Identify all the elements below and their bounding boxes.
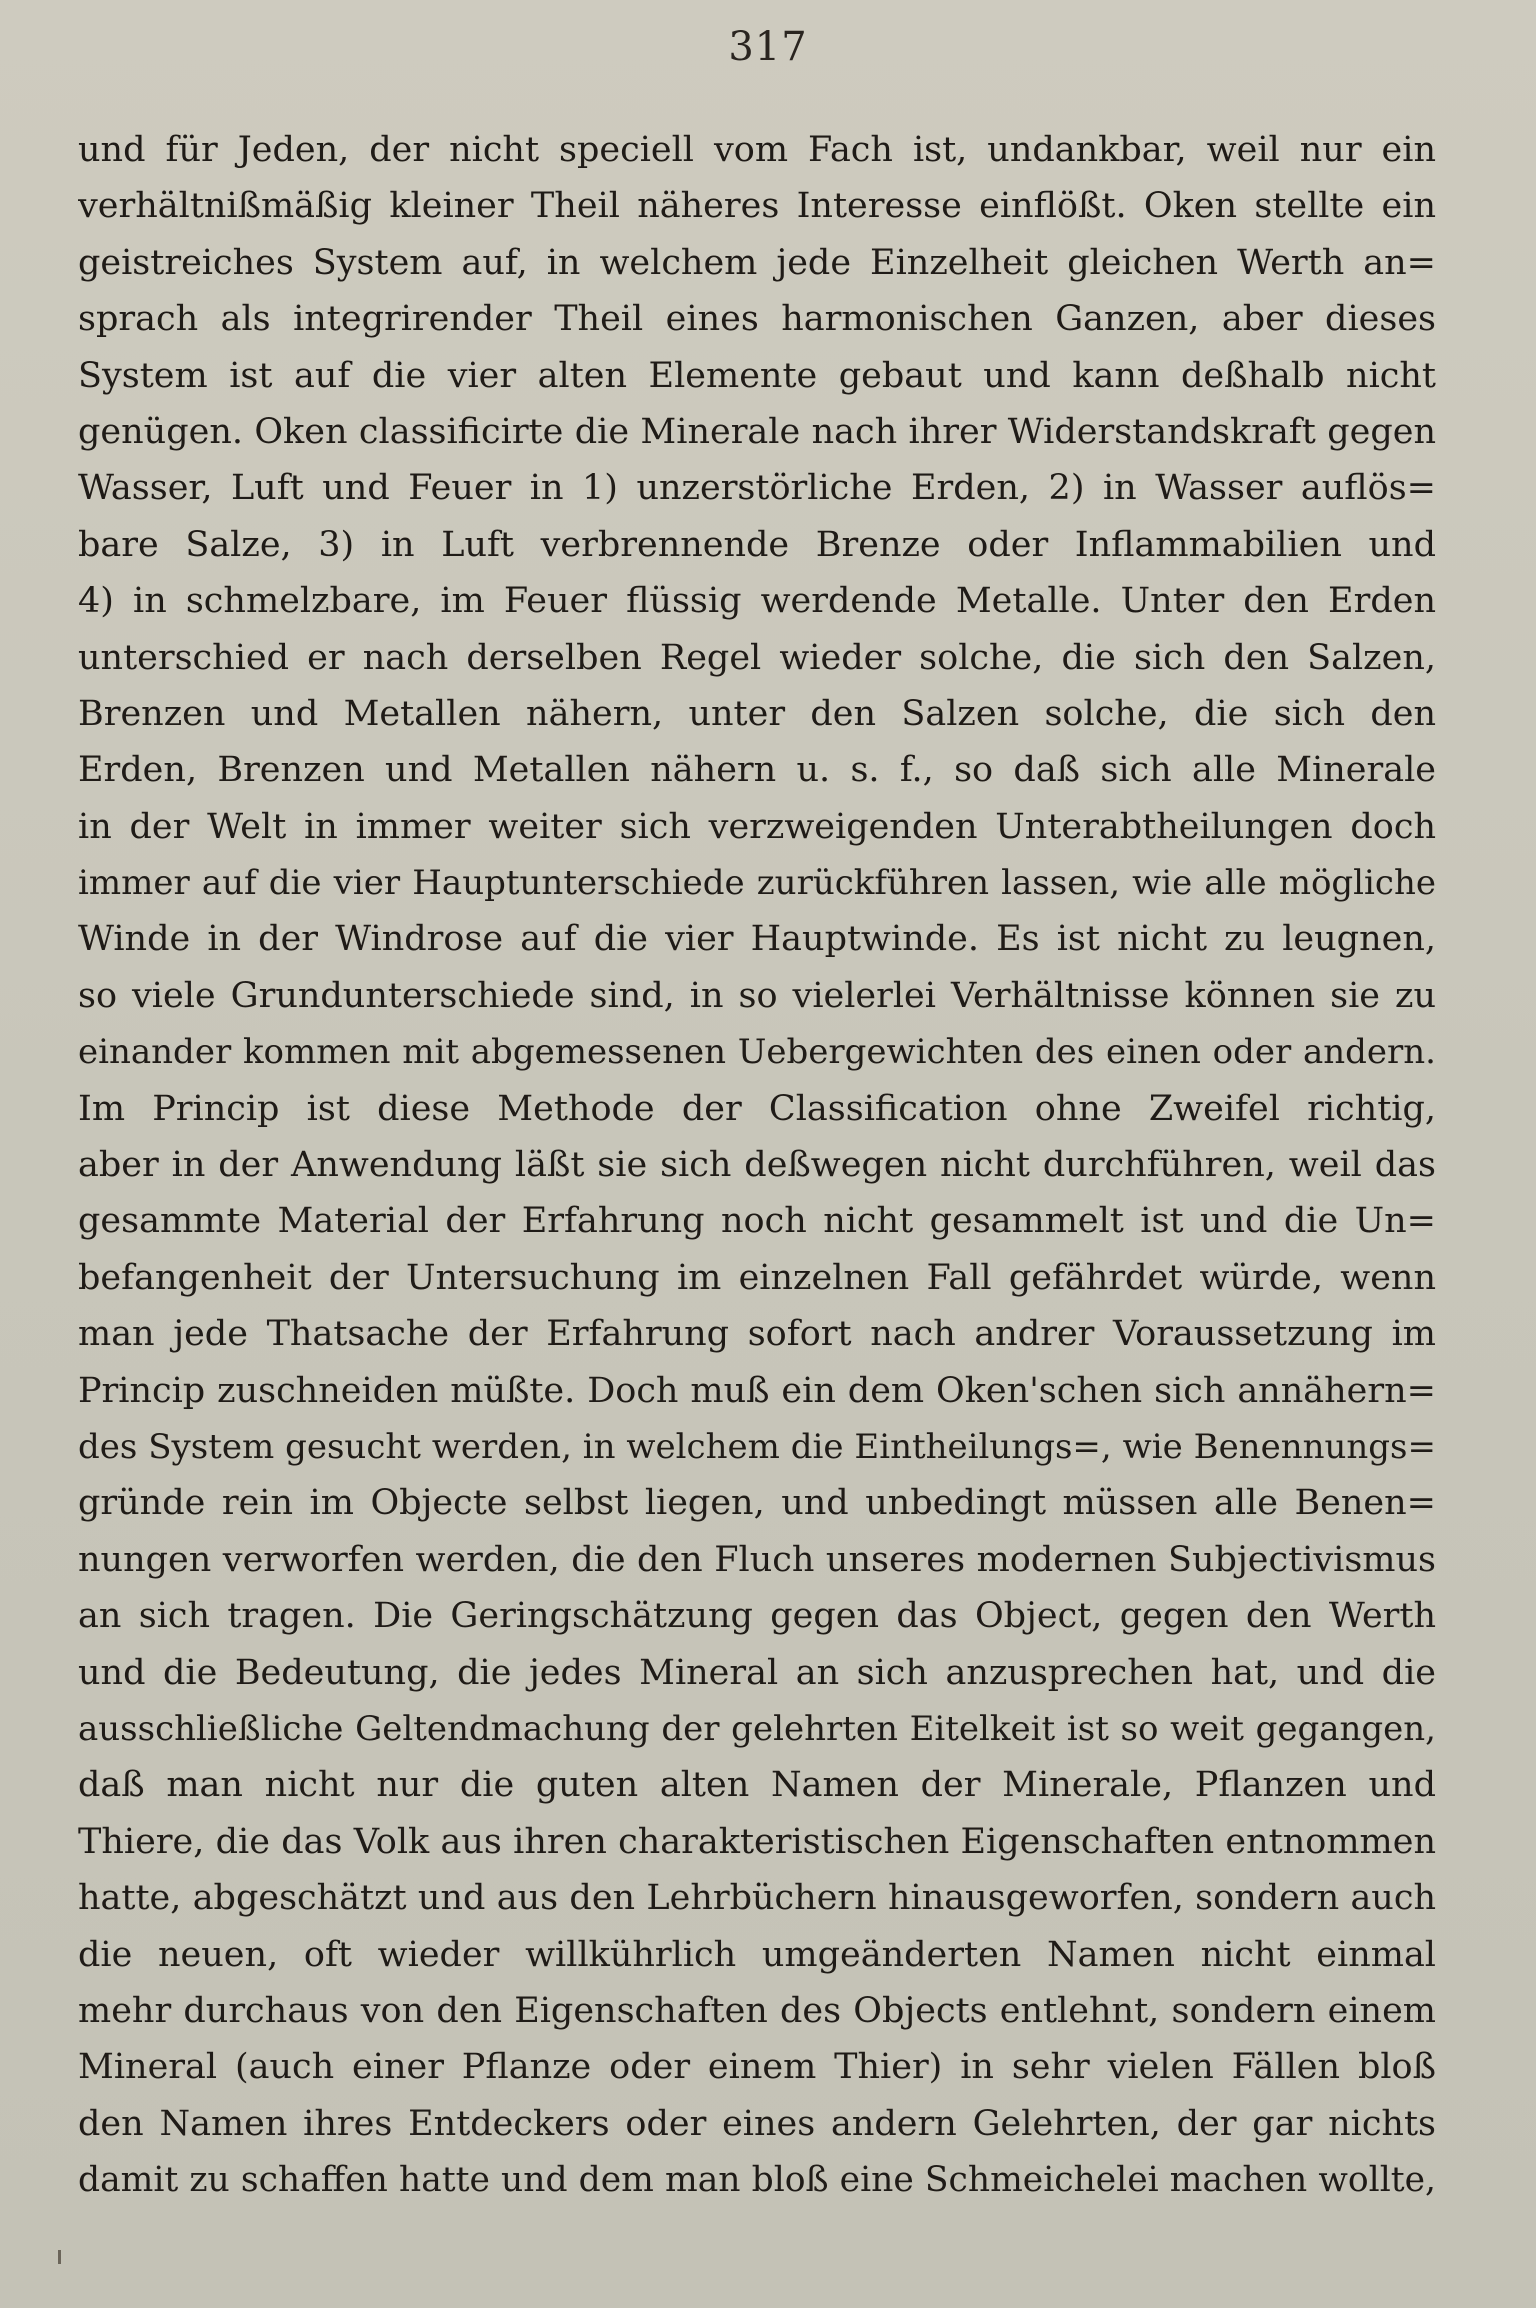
text-line: hatte, abgeschätzt und aus den Lehrbüchern hinausgeworfen, sondern auch: [78, 1878, 1436, 1919]
text-line: und die Bedeutung, die jedes Mineral an sich anzusprechen hat, und die: [78, 1652, 1436, 1693]
text-line: Im Princip ist diese Methode der Classification ohne Zweifel richtig,: [78, 1088, 1436, 1129]
text-line: des System gesucht werden, in welchem die Eintheilungs=, wie Benennungs=: [78, 1426, 1436, 1467]
text-line: Princip zuschneiden müßte. Doch muß ein dem Oken'schen sich annähern=: [78, 1370, 1436, 1411]
text-line: den Namen ihres Entdeckers oder eines andern Gelehrten, der gar nichts: [78, 2103, 1436, 2144]
text-line: einander kommen mit abgemessenen Uebergewichten des einen oder andern.: [78, 1032, 1436, 1073]
text-line: immer auf die vier Hauptunterschiede zurückführen lassen, wie alle mögliche: [78, 863, 1436, 904]
text-line: gesammte Material der Erfahrung noch nicht gesammelt ist und die Un=: [78, 1201, 1436, 1242]
text-line: daß man nicht nur die guten alten Namen der Minerale, Pflanzen und: [78, 1765, 1436, 1806]
text-line: damit zu schaffen hatte und dem man bloß eine Schmeichelei machen wollte,: [78, 2160, 1436, 2201]
text-line: die neuen, oft wieder willkührlich umgeänderten Namen nicht einmal: [78, 1934, 1436, 1975]
margin-mark: [58, 2250, 61, 2264]
text-line: aber in der Anwendung läßt sie sich deßwegen nicht durchführen, weil das: [78, 1145, 1436, 1186]
text-line: bare Salze, 3) in Luft verbrennende Brenze oder Inflammabilien und: [78, 524, 1436, 565]
text-line: sprach als integrirender Theil eines harmonischen Ganzen, aber dieses: [78, 299, 1436, 340]
text-line: Thiere, die das Volk aus ihren charakteristischen Eigenschaften entnommen: [78, 1821, 1436, 1862]
text-line: ausschließliche Geltendmachung der gelehrten Eitelkeit ist so weit gegangen,: [78, 1708, 1436, 1749]
text-line: nungen verworfen werden, die den Fluch unseres modernen Subjectivismus: [78, 1539, 1436, 1580]
body-text: [78, 122, 1436, 2208]
text-line: unterschied er nach derselben Regel wieder solche, die sich den Salzen,: [78, 637, 1436, 678]
text-line: verhältnißmäßig kleiner Theil näheres Interesse einflößt. Oken stellte ein: [78, 186, 1436, 227]
text-line: Erden, Brenzen und Metallen nähern u. s. f., so daß sich alle Minerale: [78, 750, 1436, 791]
text-line: gründe rein im Objecte selbst liegen, und unbedingt müssen alle Benen=: [78, 1483, 1436, 1524]
text-line: und für Jeden, der nicht speciell vom Fach ist, undankbar, weil nur ein: [78, 130, 1436, 170]
page-number: 317: [728, 24, 808, 70]
text-line: System ist auf die vier alten Elemente gebaut und kann deßhalb nicht: [78, 355, 1436, 396]
text-line: Brenzen und Metallen nähern, unter den Salzen solche, die sich den: [78, 693, 1436, 734]
text-line: genügen. Oken classificirte die Minerale nach ihrer Widerstandskraft gegen: [78, 411, 1436, 452]
text-line: mehr durchaus von den Eigenschaften des Objects entlehnt, sondern einem: [78, 1990, 1436, 2031]
text-line: man jede Thatsache der Erfahrung sofort nach andrer Voraussetzung im: [78, 1314, 1436, 1355]
text-line: Mineral (auch einer Pflanze oder einem Thier) in sehr vielen Fällen bloß: [78, 2047, 1436, 2088]
text-line: an sich tragen. Die Geringschätzung gegen das Object, gegen den Werth: [78, 1596, 1436, 1637]
text-line: geistreiches System auf, in welchem jede Einzelheit gleichen Werth an=: [78, 242, 1436, 283]
text-line: 4) in schmelzbare, im Feuer flüssig werdende Metalle. Unter den Erden: [78, 581, 1436, 622]
text-line: Winde in der Windrose auf die vier Hauptwinde. Es ist nicht zu leugnen,: [78, 919, 1436, 960]
text-line: in der Welt in immer weiter sich verzweigenden Unterabtheilungen doch: [78, 806, 1436, 847]
text-line: so viele Grundunterschiede sind, in so vielerlei Verhältnisse können sie zu: [78, 975, 1436, 1016]
text-line: befangenheit der Untersuchung im einzelnen Fall gefährdet würde, wenn: [78, 1257, 1436, 1298]
text-line: Wasser, Luft und Feuer in 1) unzerstörliche Erden, 2) in Wasser auflös=: [78, 468, 1436, 509]
